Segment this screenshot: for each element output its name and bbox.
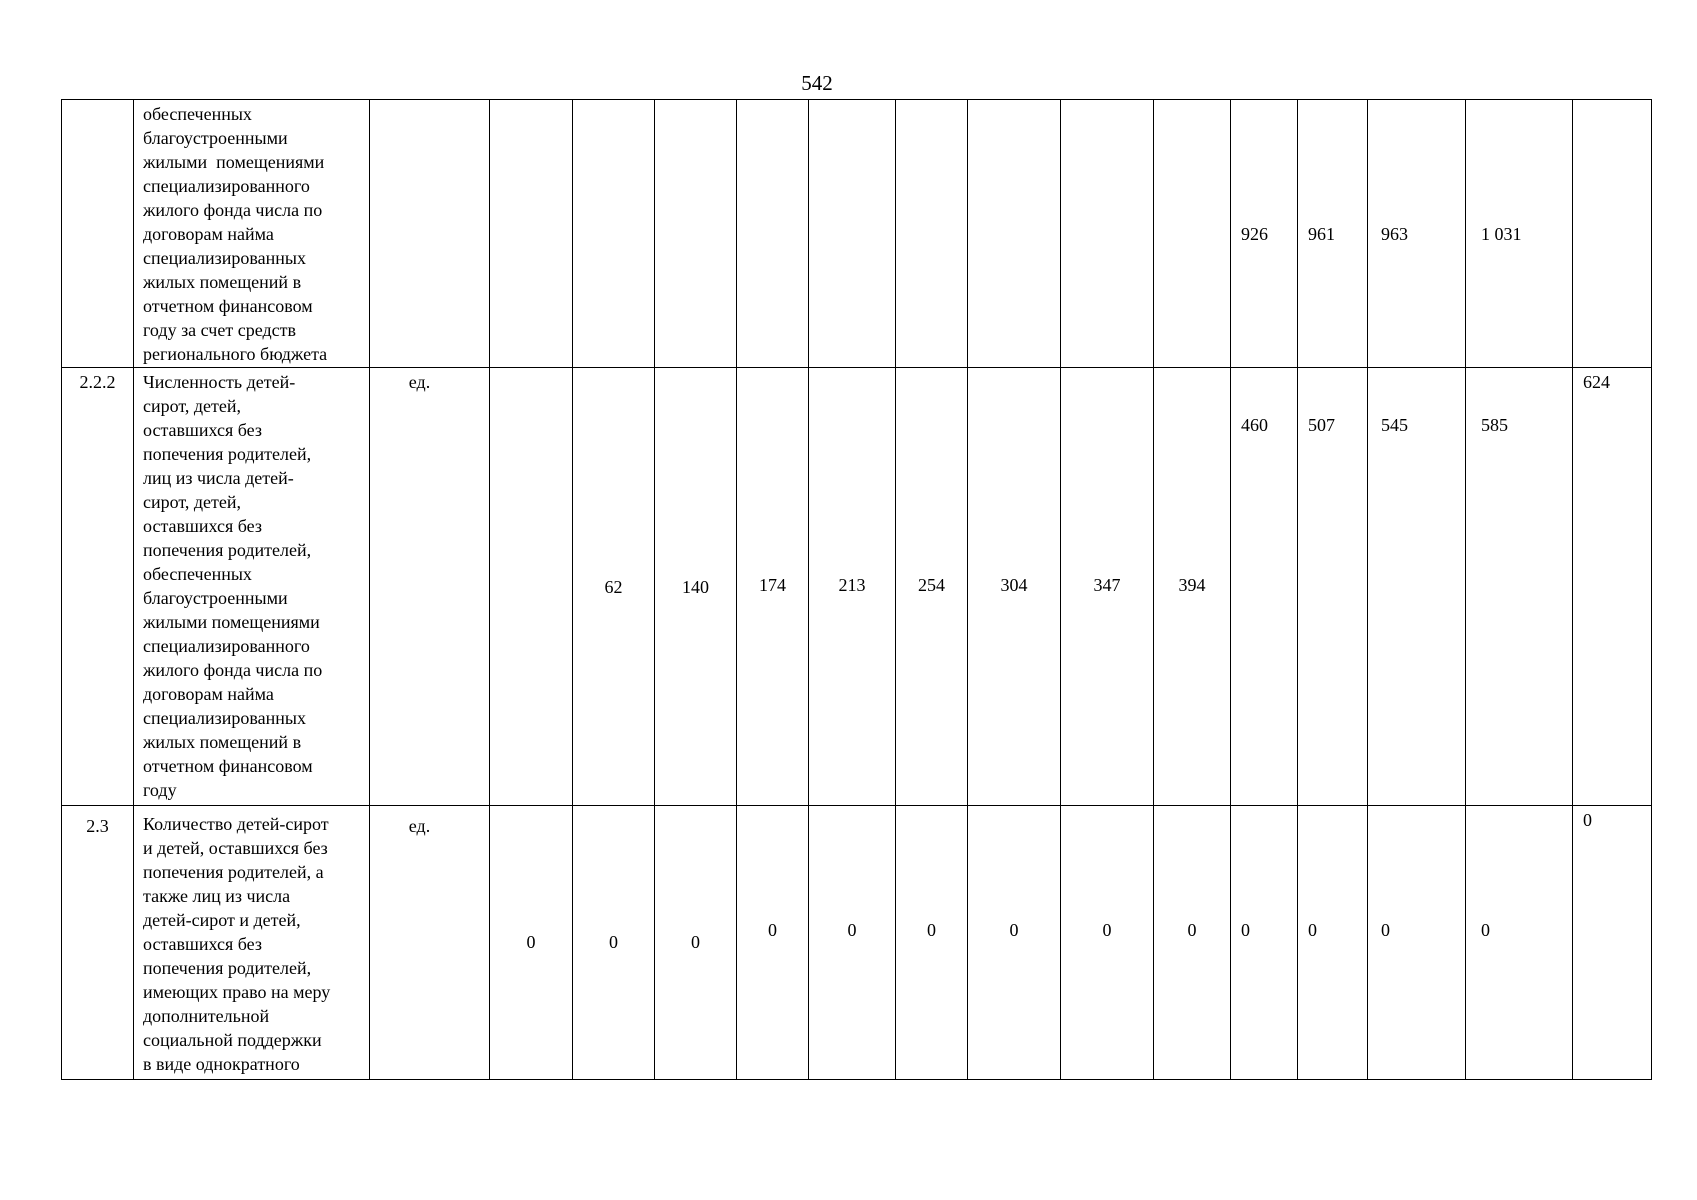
name-line: отчетном финансовом [143, 756, 313, 776]
value-cell: 961 [1298, 100, 1368, 368]
name-line: благоустроенными [143, 128, 288, 148]
name-line: и детей, оставшихся без [143, 838, 328, 858]
value-cell: 254 [896, 368, 968, 806]
name-line: попечения родителей, [143, 444, 312, 464]
name-line: благоустроенными [143, 588, 288, 608]
value-cell: 0 [1154, 806, 1231, 1080]
name-line: обеспеченных [143, 564, 252, 584]
value-cell: 0 [1061, 806, 1154, 1080]
name-line: Количество детей-сирот [143, 814, 329, 834]
value-cell: 174 [737, 368, 809, 806]
value-cell: 0 [1231, 806, 1298, 1080]
name-line: специализированного [143, 636, 310, 656]
name-line: договорам найма [143, 224, 274, 244]
name-line: регионального бюджета [143, 344, 328, 364]
name-line: жилыми помещениями [143, 152, 325, 172]
name-line: также лиц из числа [143, 886, 291, 906]
value-cell: 62 [573, 368, 655, 806]
table-row [62, 806, 1652, 1080]
name-line: году [143, 780, 177, 800]
name-line: жилых помещений в [143, 732, 302, 752]
name-line: жилых помещений в [143, 272, 302, 292]
value-cell: 1 031 [1466, 100, 1573, 368]
name-line: договорам найма [143, 684, 274, 704]
value-cell: 0 [1466, 806, 1573, 1080]
unit-cell: ед. [370, 806, 490, 1080]
indicator-name-cell [134, 368, 370, 806]
indicator-name-cell [134, 806, 370, 1080]
table-row [62, 368, 1652, 806]
name-line: оставшихся без [143, 934, 262, 954]
value-cell: 545 [1368, 368, 1466, 806]
name-line: попечения родителей, [143, 540, 312, 560]
name-line: жилыми помещениями [143, 612, 320, 632]
indicators-table [61, 99, 1652, 1080]
value-cell: 140 [655, 368, 737, 806]
value-cell [809, 100, 896, 368]
value-cell [1154, 100, 1231, 368]
value-cell [896, 100, 968, 368]
value-cell [573, 100, 655, 368]
name-line: отчетном финансовом [143, 296, 313, 316]
name-line: сирот, детей, [143, 492, 242, 512]
value-cell: 624 [1573, 368, 1652, 806]
value-cell [1573, 100, 1652, 368]
name-line: дополнительной [143, 1006, 270, 1026]
value-cell: 0 [655, 806, 737, 1080]
table-row [62, 100, 1652, 368]
row-id-cell: 2.3 [62, 806, 134, 1080]
page-number: 542 [801, 71, 833, 95]
value-cell [1061, 100, 1154, 368]
value-cell: 0 [1573, 806, 1652, 1080]
value-cell: 963 [1368, 100, 1466, 368]
value-cell [490, 100, 573, 368]
value-cell: 460 [1231, 368, 1298, 806]
name-line: попечения родителей, а [143, 862, 324, 882]
name-line: жилого фонда числа по [143, 660, 323, 680]
name-line: в виде однократного [143, 1054, 300, 1074]
value-cell: 0 [968, 806, 1061, 1080]
value-cell: 507 [1298, 368, 1368, 806]
name-line: специализированного [143, 176, 310, 196]
value-cell: 0 [573, 806, 655, 1080]
name-line: оставшихся без [143, 516, 262, 536]
unit-cell [370, 100, 490, 368]
value-cell: 394 [1154, 368, 1231, 806]
name-line: жилого фонда числа по [143, 200, 323, 220]
name-line: социальной поддержки [143, 1030, 322, 1050]
value-cell: 0 [809, 806, 896, 1080]
name-line: лиц из числа детей- [143, 468, 294, 488]
row-id-cell: 2.2.2 [62, 368, 134, 806]
value-cell: 347 [1061, 368, 1154, 806]
name-line: году за счет средств [143, 320, 296, 340]
value-cell: 0 [1368, 806, 1466, 1080]
value-cell: 926 [1231, 100, 1298, 368]
value-cell [490, 368, 573, 806]
name-line: Численность детей- [143, 372, 296, 392]
value-cell: 0 [896, 806, 968, 1080]
indicator-name-cell [134, 100, 370, 368]
value-cell [655, 100, 737, 368]
value-cell: 0 [490, 806, 573, 1080]
value-cell: 213 [809, 368, 896, 806]
name-line: обеспеченных [143, 104, 252, 124]
value-cell [968, 100, 1061, 368]
value-cell: 0 [737, 806, 809, 1080]
value-cell: 0 [1298, 806, 1368, 1080]
name-line: имеющих право на меру [143, 982, 331, 1002]
name-line: детей-сирот и детей, [143, 910, 301, 930]
row-id-cell [62, 100, 134, 368]
name-line: попечения родителей, [143, 958, 312, 978]
value-cell: 304 [968, 368, 1061, 806]
name-line: специализированных [143, 708, 306, 728]
name-line: оставшихся без [143, 420, 262, 440]
name-line: специализированных [143, 248, 306, 268]
value-cell: 585 [1466, 368, 1573, 806]
unit-cell: ед. [370, 368, 490, 806]
value-cell [737, 100, 809, 368]
name-line: сирот, детей, [143, 396, 242, 416]
